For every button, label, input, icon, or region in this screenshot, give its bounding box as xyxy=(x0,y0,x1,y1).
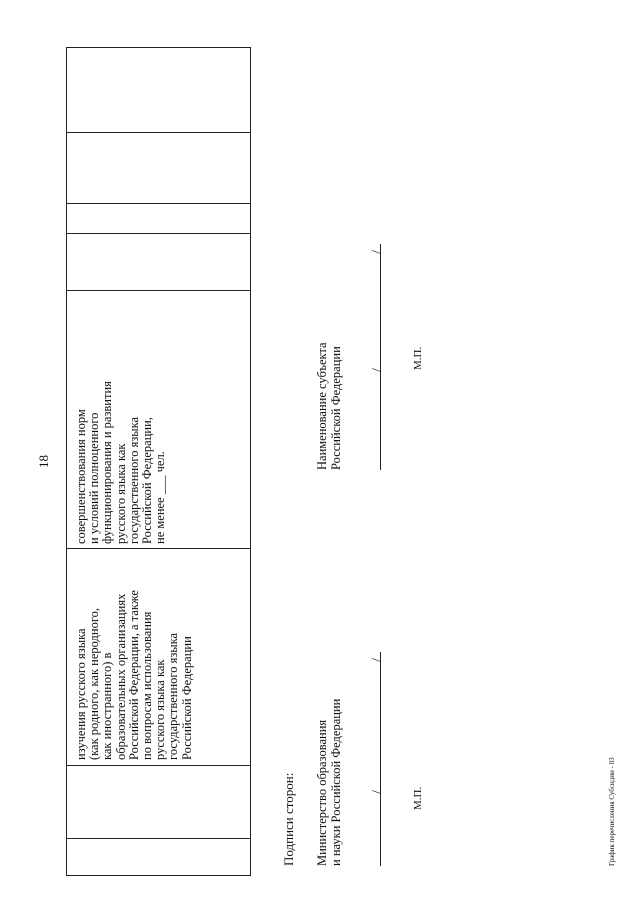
right-signature-slash-2: / xyxy=(370,250,385,254)
right-party-name xyxy=(315,342,343,470)
cell-line: изучения русского языка xyxy=(74,628,88,760)
cell-line: совершенствования норм xyxy=(74,409,88,544)
cell-line: функционирования и развития xyxy=(100,381,115,544)
cell-line: (как родного, как неродного, xyxy=(87,607,102,760)
cell-line: Российской Федерации, а также xyxy=(126,590,141,760)
right-party-line2: Российской Федерации xyxy=(329,346,343,470)
cell-line: государственного языка xyxy=(166,632,181,760)
cell-line: государственного языка xyxy=(126,416,141,544)
right-signature-slash: / xyxy=(370,368,385,372)
page-number: 18 xyxy=(36,455,51,468)
table-cell-column-a xyxy=(75,590,194,760)
left-signature-slash-2: / xyxy=(370,658,385,662)
cell-line: как иностранного) в xyxy=(100,652,115,760)
footer-note: График перечисления Субсидии - 03 xyxy=(608,757,616,866)
cell-line: Российской Федерации, xyxy=(140,417,155,544)
left-party-name xyxy=(315,699,343,866)
cell-line: не менее ___ чел. xyxy=(153,451,168,544)
cell-line: русского языка как xyxy=(153,659,168,760)
left-signature-slash: / xyxy=(370,790,385,794)
left-party-line1: Министерство образования xyxy=(315,719,329,866)
left-party-line2: и науки Российской Федерации xyxy=(329,698,343,866)
right-party-line1: Наименование субъекта xyxy=(315,342,329,470)
left-stamp: М.П. xyxy=(412,786,424,810)
cell-line: Российской Федерации xyxy=(179,636,194,760)
cell-line: по вопросам использования xyxy=(140,611,155,760)
right-stamp: М.П. xyxy=(412,346,424,370)
cell-line: и условий полноценного xyxy=(87,412,102,544)
cell-line: русского языка как xyxy=(113,443,128,544)
cell-line: образовательных организациях xyxy=(113,593,128,760)
signatures-heading: Подписи сторон: xyxy=(281,772,296,866)
table-cell-column-b xyxy=(75,381,167,544)
